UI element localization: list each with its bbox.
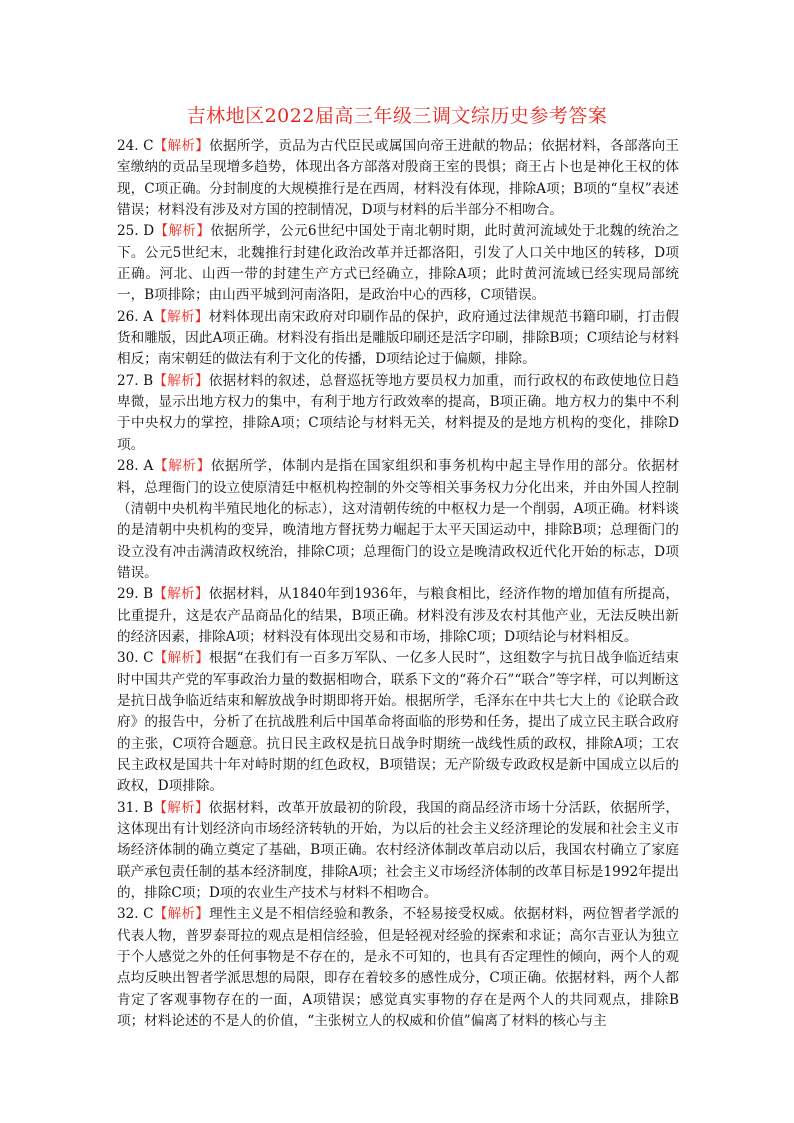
- question-number: 32. C: [117, 906, 154, 923]
- question-number: 27. B: [117, 372, 154, 389]
- answer-text: 材料体现出南宋政府对印刷作品的保护，政府通过法律规范书籍印刷，打击假货和雕版，因此A项正确。材料没有指出是雕版印刷还是活字印刷，排除B项；C项结论与材料相反；南宋朝廷的做法有利于文化的传播，D项结论过于偏颇，排除。: [117, 308, 680, 368]
- question-number: 25. D: [117, 223, 155, 240]
- question-number: 29. B: [117, 586, 154, 603]
- answer-text: 依据材料的叙述，总督巡抚等地方要员权力加重，而行政权的布政使地位日趋卑微，显示出地方权力的集中，有利于地方行政效率的提高，B项正确。地方权力的集中不利于中央权力的掌控，排除A项；C项结论与材料无关，材料提及的是地方机构的变化，排除D项。: [117, 372, 680, 453]
- answer-item-28: [117, 456, 679, 584]
- question-number: 26. A: [117, 308, 154, 325]
- question-number: 24. C: [117, 138, 154, 154]
- question-number: 28. A: [117, 458, 154, 475]
- analysis-tag: 【解析】: [153, 586, 209, 603]
- question-number: 31. B: [117, 799, 154, 816]
- analysis-tag: 【解析】: [153, 138, 210, 154]
- analysis-tag: 【解析】: [153, 458, 211, 475]
- answer-item-26: [117, 307, 679, 371]
- analysis-tag: 【解析】: [153, 308, 209, 325]
- answer-text: 依据所学，体制内是指在国家组织和事务机构中起主导作用的部分。依据材料，总理衙门的设立使原清廷中枢机构控制的外交等相关事务权力分化出来，并由外国人控制（清朝中央机构半殖民地化的标志），这对清朝传统的中枢权力是一个削弱，A项正确。材料谈的是清朝中央机构的变异，晚清地方督抚势力崛起于太平天国运动中，排除B项；总理衙门的设立没有冲击满清政权统治，排除C项；总理衙门的设立是晚清政权近代化开始的标志，D项错误。: [117, 458, 679, 581]
- analysis-tag: 【解析】: [153, 372, 209, 389]
- answer-text: 依据材料，改革开放最初的阶段，我国的商品经济市场十分活跃，依据所学，这体现出有计划经济向市场经济转轨的开始，为以后的社会主义经济理论的发展和社会主义市场经济体制的确立奠定了基础，B项正确。农村经济体制改革启动以后，我国农村确立了家庭联产承包责任制的基本经济制度，排除A项；社会主义市场经济体制的改革目标是1992年提出的，排除C项；D项的农业生产技术与材料不相吻合。: [117, 799, 680, 902]
- answer-text: 根据“在我们有一百多万军队、一亿多人民时”，这组数字与抗日战争临近结束时中国共产党的军事政治力量的数据相吻合，联系下文的“蒋介石”“联合”等字样，可以判断这是抗日战争临近结束和解放战争时期即将开始。根据所学，毛泽东在中共七大上的《论联合政府》的报告中，分析了在抗战胜利后中国革命将面临的形势和任务，提出了成立民主联合政府的主张，C项符合题意。抗日民主政权是抗日战争时期统一战线性质的政权，排除A项；工农民主政权是国共十年对峙时期的红色政权，B项错误；无产阶级专政政权是新中国成立以后的政权，D项排除。: [117, 650, 680, 795]
- answer-text: 理性主义是不相信经验和教条，不轻易接受权威。依据材料，两位智者学派的代表人物，普罗泰哥拉的观点是相信经验，但是轻视对经验的探索和求证；高尔吉亚认为独立于个人感觉之外的任何事物是不存在的，是永不可知的，也具有否定理性的倾向，两个人的观点均反映出智者学派思想的局限，即存在着较多的感性成分，C项正确。依据材料，两个人都肯定了客观事物存在的一面，A项错误；感觉真实事物的存在是两个人的共同观点，排除B项；材料论述的不是人的价值，“主张树立人的权威和价值”偏离了材料的核心与主: [117, 906, 680, 1030]
- answer-item-24: [117, 136, 679, 221]
- answer-item-27: [117, 371, 679, 456]
- answer-item-30: [117, 648, 679, 797]
- answer-item-31: [117, 798, 679, 905]
- analysis-tag: 【解析】: [154, 223, 211, 240]
- answer-text: 依据所学，贡品为古代臣民或属国向帝王进献的物品；依据材料，各部落向王室缴纳的贡品呈现增多趋势，体现出各方部落对殷商王室的畏惧；商王占卜也是神化王权的体现，C项正确。分封制度的大规模推行是在西周，材料没有体现，排除A项；B项的“皇权”表述错误；材料没有涉及对方国的控制情况，D项与材料的后半部分不相吻合。: [117, 138, 680, 219]
- question-number: 30. C: [117, 650, 154, 667]
- answer-list: [117, 136, 679, 1032]
- answer-item-25: [117, 221, 679, 306]
- page-title: 吉林地区2022届高三年级三调文综历史参考答案: [186, 105, 608, 127]
- analysis-tag: 【解析】: [153, 650, 210, 667]
- analysis-tag: 【解析】: [153, 906, 210, 923]
- analysis-tag: 【解析】: [153, 799, 209, 816]
- answer-item-29: [117, 584, 679, 648]
- answer-item-32: [117, 904, 679, 1032]
- answer-text: 依据材料，从1840年到1936年，与粮食相比，经济作物的增加值有所提高，比重提升，这是农产品商品化的结果，B项正确。材料没有涉及农村其他产业，无法反映出新的经济因素，排除A项；材料没有体现出交易和市场，排除C项；D项结论与材料相反。: [117, 586, 679, 645]
- answer-text: 依据所学，公元6世纪中国处于南北朝时期，此时黄河流域处于北魏的统治之下。公元5世纪末，北魏推行封建化政治改革并迁都洛阳，引发了人口关中地区的转移，D项正确。河北、山西一带的封建生产方式已经确立，排除A项；此时黄河流域已经实现局部统一，B项排除；由山西平城到河南洛阳，是政治中心的西移，C项错误。: [117, 223, 680, 304]
